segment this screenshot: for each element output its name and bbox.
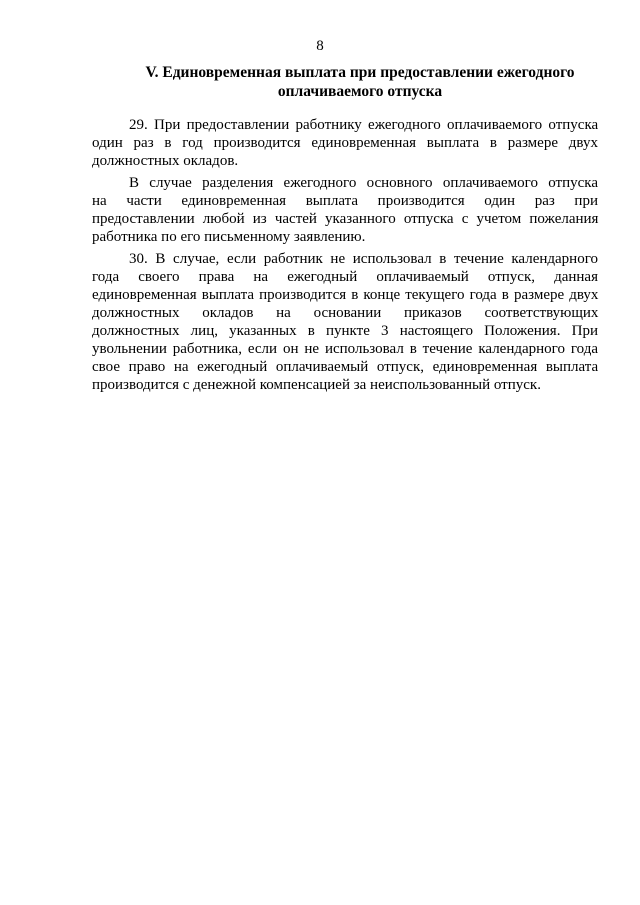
- paragraph-line: должностных окладов на основании приказов соответствующих: [92, 305, 599, 321]
- paragraph-line: 30. В случае, если работник не использовал в течение календарного: [129, 251, 598, 267]
- paragraph-line: предоставлении любой из частей указанного отпуска с учетом пожелания: [92, 211, 599, 227]
- paragraph-line: В случае разделения ежегодного основного оплачиваемого отпуска: [129, 175, 598, 191]
- paragraph-line: года своего права на ежегодный оплачиваемый отпуск, данная: [92, 269, 598, 285]
- paragraph-line: единовременная выплата производится в конце текущего года в размере двух: [92, 287, 599, 303]
- paragraph-29: [92, 116, 598, 170]
- paragraph-line: на части единовременная выплата производится один раз при: [92, 193, 598, 209]
- paragraph-line: один раз в год производится единовременная выплата в размере двух: [92, 135, 598, 151]
- section-heading: [120, 64, 600, 101]
- paragraph-line: 29. При предоставлении работнику ежегодного оплачиваемого отпуска: [129, 117, 599, 133]
- paragraph-line: производится с денежной компенсацией за неиспользованный отпуск.: [92, 377, 541, 393]
- paragraph-line: свое право на ежегодный оплачиваемый отпуск, единовременная выплата: [92, 359, 599, 375]
- paragraph-line: должностных окладов.: [92, 153, 239, 169]
- paragraph-30: [92, 250, 598, 394]
- document-body: [92, 116, 598, 394]
- paragraph-line: должностных лиц, указанных в пункте 3 настоящего Положения. При: [92, 323, 598, 339]
- section-heading-line-1: V. Единовременная выплата при предоставлении ежегодного: [145, 64, 575, 81]
- section-heading-line-2: оплачиваемого отпуска: [277, 82, 443, 100]
- paragraph-line: работника по его письменному заявлению.: [92, 229, 366, 245]
- page-number: 8: [316, 38, 324, 54]
- paragraph-line: увольнении работника, если он не использовал в течение календарного года: [92, 341, 598, 357]
- paragraph-29-part-split: [92, 174, 598, 246]
